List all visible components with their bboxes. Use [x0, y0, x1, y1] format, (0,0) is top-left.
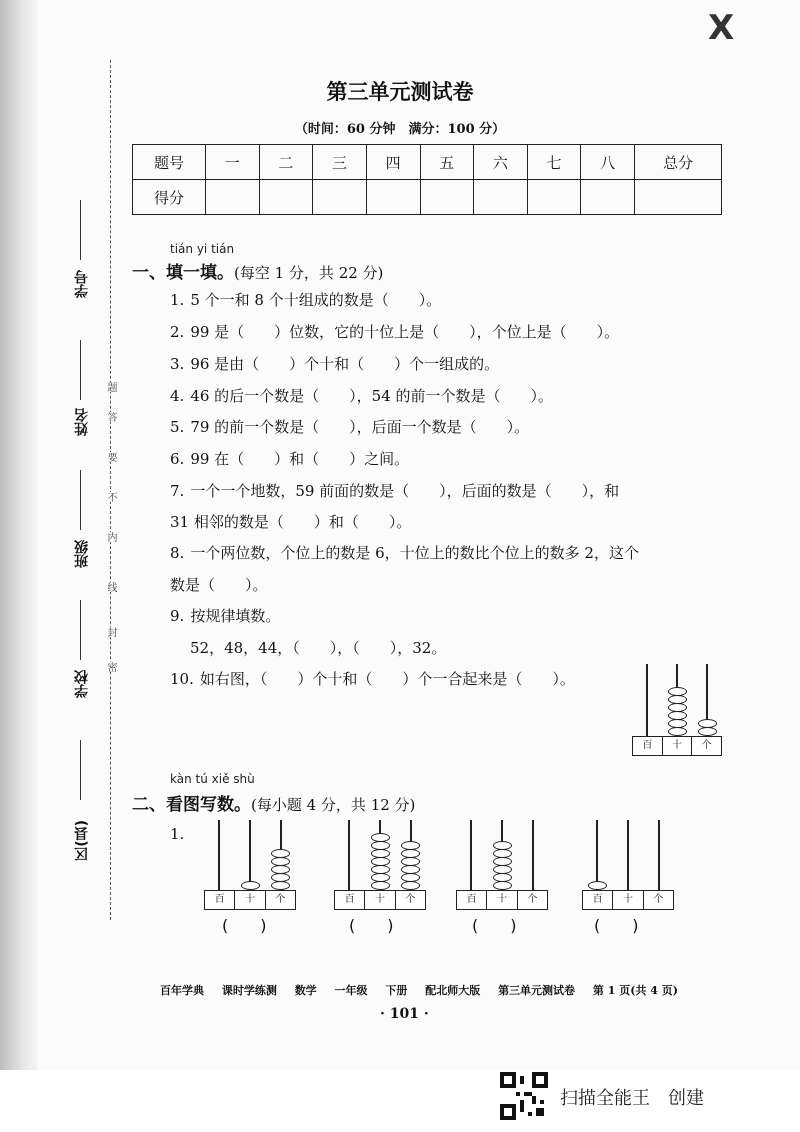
question-number: 3.: [170, 355, 185, 373]
section2-heading: [132, 790, 415, 815]
abacus-place-label: 十: [365, 891, 395, 909]
abacus-bead: [271, 865, 290, 874]
score-cell[interactable]: [206, 180, 260, 215]
binding-line: [80, 600, 81, 660]
question-text: 96 是由（ ）个十和（ ）个一组成的。: [190, 355, 500, 373]
abacus-item-4: [582, 820, 674, 910]
answer-blank[interactable]: ( ): [349, 916, 394, 935]
abacus-place-label: 百: [633, 737, 663, 755]
abacus-bead: [698, 719, 717, 728]
abacus-rod: [596, 820, 598, 890]
question-number: 2.: [170, 323, 185, 341]
score-header-cell: 总分: [635, 145, 722, 180]
score-cell[interactable]: [635, 180, 722, 215]
answer-blank[interactable]: ( ): [594, 916, 639, 935]
section2-title: 二、看图写数。: [132, 795, 251, 815]
abacus-base: [632, 736, 722, 756]
abacus-place-label: 个: [275, 894, 286, 905]
binding-label-district: 区(县): [74, 820, 90, 861]
seal-char: 封: [105, 627, 116, 637]
question-text: 79 的前一个数是（ ），后面一个数是（ ）。: [190, 418, 530, 436]
abacus-bead: [401, 849, 420, 858]
question-item: [170, 481, 619, 501]
question-item: [170, 386, 553, 406]
footer-part: 百年学典: [160, 984, 204, 997]
binding-line: [80, 200, 81, 260]
score-header-cell: 四: [366, 145, 420, 180]
question-number: 5.: [170, 418, 185, 436]
question-item: [170, 669, 575, 689]
question-item: [170, 449, 409, 469]
question-number: 1.: [170, 291, 185, 309]
question-text: 如右图，（ ）个十和（ ）个一合起来是（ ）。: [199, 670, 575, 688]
abacus-place-label: 百: [583, 891, 613, 909]
question-text: 99 是（ ）位数，它的十位上是（ ），个位上是（ ）。: [190, 323, 620, 341]
seal-char: 密: [105, 662, 116, 672]
question-number: 8.: [170, 544, 185, 562]
abacus-bead: [241, 881, 260, 890]
score-header-cell: 六: [474, 145, 528, 180]
score-table-score-row: [133, 180, 722, 215]
footer-part: 第 1 页(共 4 页): [592, 984, 678, 997]
section2-pinyin: kàn tú xiě shù: [170, 772, 255, 786]
abacus-base: [456, 890, 548, 910]
score-table: [132, 144, 722, 215]
seal-char: 不: [105, 492, 116, 502]
seal-char: 线: [105, 582, 116, 592]
question-continuation: [170, 575, 268, 595]
abacus-bead: [401, 841, 420, 850]
abacus-bead: [371, 833, 390, 842]
question-item: [170, 322, 619, 342]
score-table-header-row: [133, 145, 722, 180]
answer-blank[interactable]: ( ): [222, 916, 267, 935]
abacus-place-label: 十: [613, 891, 643, 909]
abacus-item-2: [334, 820, 426, 910]
abacus-place-label: 百: [457, 891, 487, 909]
abacus-bead: [401, 857, 420, 866]
binding-line: [80, 340, 81, 400]
score-cell[interactable]: [527, 180, 581, 215]
question-number: 6.: [170, 450, 185, 468]
seal-dashed-line: [110, 60, 111, 920]
question-number: 4.: [170, 387, 185, 405]
abacus-bead: [371, 849, 390, 858]
abacus-place-label: 百: [335, 891, 365, 909]
binding-line: [80, 740, 81, 800]
question-text: 5 个一和 8 个十组成的数是（ ）。: [190, 291, 442, 309]
footer-part: 一年级: [334, 984, 368, 997]
footer-part: 下册: [385, 984, 408, 997]
score-header-cell: 三: [313, 145, 367, 180]
abacus-bead: [371, 881, 390, 890]
footer-part: 第三单元测试卷: [498, 984, 576, 997]
abacus-place-label: 十: [663, 737, 693, 755]
score-header-cell: 二: [259, 145, 313, 180]
abacus-bead: [668, 711, 687, 720]
section1-pinyin: tián yi tián: [170, 242, 235, 256]
abacus-place-label: 十: [487, 891, 517, 909]
question-text: 一个一个地数，59 前面的数是（ ），后面的数是（ ），和: [190, 482, 620, 500]
score-cell[interactable]: [581, 180, 635, 215]
section1-title: 一、填一填。: [132, 263, 234, 283]
abacus-bead: [493, 841, 512, 850]
abacus-bead: [493, 881, 512, 890]
question-text: 一个两位数，个位上的数是 6，十位上的数比个位上的数多 2，这个: [190, 544, 639, 562]
score-cell[interactable]: [313, 180, 367, 215]
abacus-rod: [218, 820, 220, 890]
abacus-rod: [249, 820, 251, 890]
question-item: [170, 354, 499, 374]
score-header-cell: 七: [527, 145, 581, 180]
score-row-label: 得分: [133, 180, 206, 215]
binding-label-school: 学校: [74, 670, 90, 698]
binding-margin: [72, 60, 132, 900]
seal-char: 内: [105, 532, 116, 542]
abacus-bead: [493, 857, 512, 866]
section1-note: (每空 1 分，共 22 分): [234, 264, 384, 282]
seal-char: 题: [105, 382, 116, 392]
abacus-bead: [668, 695, 687, 704]
abacus-place-label: 十: [235, 891, 265, 909]
book-footer: [160, 982, 692, 998]
question-continuation: [190, 638, 446, 658]
binding-label-class: 班级: [74, 540, 90, 568]
abacus-bead: [371, 865, 390, 874]
corner-mark: X: [708, 8, 735, 48]
abacus-base: [334, 890, 426, 910]
page-edge-shadow: [0, 0, 38, 1070]
question-text: 99 在（ ）和（ ）之间。: [190, 450, 410, 468]
footer-part: 数学: [294, 984, 317, 997]
section2-note: (每小题 4 分，共 12 分): [251, 796, 416, 814]
score-cell[interactable]: [259, 180, 313, 215]
question-item: [170, 417, 529, 437]
footer-part: 课时学练测: [221, 984, 277, 997]
binding-line: [80, 470, 81, 530]
question-continuation: [170, 512, 411, 532]
score-header-cell: 一: [206, 145, 260, 180]
scanner-watermark: 扫描全能王 创建: [560, 1088, 704, 1109]
binding-label-name: 姓名: [74, 408, 90, 436]
question-text: 52，48，44，（ ），（ ），32。: [190, 639, 447, 657]
exam-info: （时间：60 分钟 满分：100 分）: [294, 122, 506, 137]
question-text: 31 相邻的数是（ ）和（ ）。: [170, 513, 412, 531]
section2-item-number: 1.: [170, 825, 185, 843]
score-header-cell: 五: [420, 145, 474, 180]
seal-char: 要: [105, 452, 116, 462]
question-item: [170, 290, 441, 310]
abacus-bead: [401, 865, 420, 874]
abacus-rod: [627, 820, 629, 890]
abacus-place-label: 个: [701, 740, 712, 751]
abacus-bead: [698, 727, 717, 736]
question-text: 46 的后一个数是（ ），54 的前一个数是（ ）。: [190, 387, 554, 405]
abacus-place-label: 个: [527, 894, 538, 905]
answer-blank[interactable]: ( ): [472, 916, 517, 935]
question-item: [170, 543, 639, 563]
abacus-place-label: 个: [653, 894, 664, 905]
abacus-q10: [632, 664, 722, 756]
abacus-bead: [668, 727, 687, 736]
abacus-rod: [470, 820, 472, 890]
abacus-bead: [493, 849, 512, 858]
abacus-rod: [532, 820, 534, 890]
qr-code-icon: [500, 1072, 548, 1120]
abacus-bead: [371, 873, 390, 882]
question-item: [170, 606, 280, 626]
abacus-bead: [271, 873, 290, 882]
page-number: · 101 ·: [380, 1006, 429, 1022]
abacus-rod: [348, 820, 350, 890]
seal-char: 答: [105, 412, 116, 422]
abacus-bead: [401, 881, 420, 890]
abacus-bead: [493, 873, 512, 882]
abacus-bead: [271, 881, 290, 890]
abacus-bead: [371, 841, 390, 850]
abacus-bead: [668, 719, 687, 728]
question-text: 按规律填数。: [190, 607, 281, 625]
abacus-base: [582, 890, 674, 910]
abacus-bead: [668, 687, 687, 696]
question-number: 9.: [170, 607, 185, 625]
binding-label-student-id: 学号: [74, 270, 90, 298]
abacus-bead: [493, 865, 512, 874]
score-cell[interactable]: [420, 180, 474, 215]
question-number: 7.: [170, 482, 185, 500]
abacus-rod: [658, 820, 660, 890]
score-cell[interactable]: [366, 180, 420, 215]
abacus-bead: [588, 881, 607, 890]
section1-heading: [132, 258, 383, 283]
abacus-rod: [646, 664, 648, 736]
footer-part: 配北师大版: [425, 984, 481, 997]
score-cell[interactable]: [474, 180, 528, 215]
abacus-item-3: [456, 820, 548, 910]
abacus-bead: [271, 857, 290, 866]
score-header-cell: 八: [581, 145, 635, 180]
question-text: 数是（ ）。: [170, 576, 268, 594]
abacus-item-1: [204, 820, 296, 910]
page-title: 第三单元测试卷: [326, 79, 474, 104]
score-header-cell: 题号: [133, 145, 206, 180]
abacus-bead: [668, 703, 687, 712]
abacus-place-label: 个: [405, 894, 416, 905]
abacus-bead: [401, 873, 420, 882]
abacus-base: [204, 890, 296, 910]
abacus-bead: [371, 857, 390, 866]
abacus-place-label: 百: [205, 891, 235, 909]
abacus-bead: [271, 849, 290, 858]
question-number: 10.: [170, 670, 194, 688]
